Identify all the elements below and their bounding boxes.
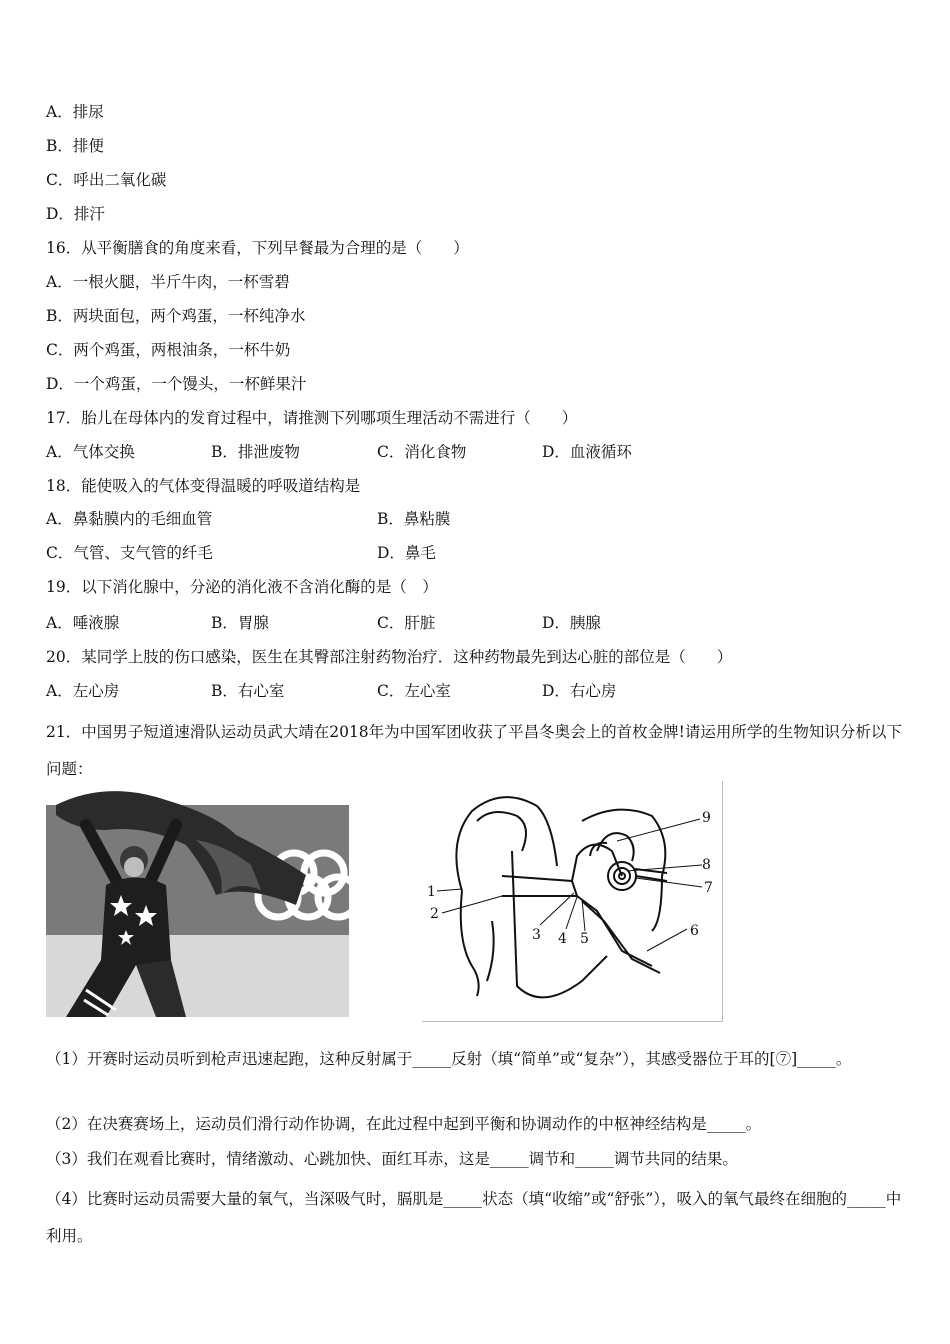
q16-stem: 16．从平衡膳食的角度来看，下列早餐最为合理的是（ ）: [46, 239, 469, 257]
q19-option-c: C．肝脏: [377, 614, 436, 632]
q19-option-b: B．胃腺: [211, 614, 269, 632]
ear-label-3: 3: [532, 927, 541, 943]
q19-stem: 19．以下消化腺中，分泌的消化液不含消化酶的是（ ）: [46, 578, 438, 596]
ear-label-1: 1: [427, 884, 436, 900]
ear-label-8: 8: [702, 857, 711, 873]
ear-label-9: 9: [702, 810, 711, 826]
q19-option-a: A．唾液腺: [46, 614, 120, 632]
q21-sub2: （2）在决赛赛场上，运动员们滑行动作协调，在此过程中起到平衡和协调动作的中枢神经结构是_____。: [46, 1115, 762, 1133]
q18-option-d: D．鼻毛: [377, 544, 436, 562]
q20-option-d: D．右心房: [542, 682, 617, 700]
q16-option-b: B．两块面包，两个鸡蛋，一杯纯净水: [46, 307, 306, 325]
q15-option-d: D．排汗: [46, 205, 105, 223]
q18-option-b: B．鼻粘膜: [377, 510, 451, 528]
ear-diagram: [422, 781, 723, 1022]
q18-option-a: A．鼻黏膜内的毛细血管: [46, 510, 213, 528]
q18-options-row2: [46, 542, 906, 564]
q20-stem: 20．某同学上肢的伤口感染，医生在其臀部注射药物治疗．这种药物最先到达心脏的部位是（ ）: [46, 648, 733, 666]
q16-option-a: A．一根火腿，半斤牛肉，一杯雪碧: [46, 273, 290, 291]
q18-stem: 18．能使吸入的气体变得温暖的呼吸道结构是: [46, 477, 361, 495]
q20-options: [46, 680, 906, 702]
q21-stem: 21．中国男子短道速滑队运动员武大靖在2018年为中国军团收获了平昌冬奥会上的首枚金牌!请运用所学的生物知识分析以下问题：: [46, 723, 902, 778]
q15-option-a: A．排尿: [46, 103, 104, 121]
q20-option-b: B．右心室: [211, 682, 285, 700]
skater-photo-illustration: [46, 785, 349, 1017]
ear-label-5: 5: [580, 931, 589, 947]
ear-label-4: 4: [558, 931, 567, 947]
q17-stem: 17．胎儿在母体内的发育过程中，请推测下列哪项生理活动不需进行（ ）: [46, 409, 578, 427]
q17-option-c: C．消化食物: [377, 443, 467, 461]
q20-option-a: A．左心房: [46, 682, 120, 700]
q17-option-a: A．气体交换: [46, 443, 135, 461]
ear-label-2: 2: [430, 906, 439, 922]
q16-option-c: C．两个鸡蛋，两根油条，一杯牛奶: [46, 341, 291, 359]
q17-options: [46, 441, 906, 463]
q18-options-row1: [46, 508, 906, 530]
q19-options: [46, 612, 906, 634]
ear-label-6: 6: [690, 923, 699, 939]
q21-sub1: （1）开赛时运动员听到枪声迅速起跑，这种反射属于_____反射（填“简单”或“复杂”），其感受器位于耳的[⑦]_____。: [46, 1050, 852, 1068]
q18-option-c: C．气管、支气管的纤毛: [46, 544, 213, 562]
q17-option-b: B．排泄废物: [211, 443, 300, 461]
q19-option-d: D．胰腺: [542, 614, 601, 632]
q21-sub3: （3）我们在观看比赛时，情绪激动、心跳加快、面红耳赤，这是_____调节和_____调节共同的结果。: [46, 1150, 738, 1168]
q20-option-c: C．左心室: [377, 682, 451, 700]
q15-option-b: B．排便: [46, 137, 104, 155]
q17-option-d: D．血液循环: [542, 443, 632, 461]
q15-option-c: C．呼出二氧化碳: [46, 171, 167, 189]
ear-diagram-illustration: [422, 781, 722, 1021]
ear-label-7: 7: [704, 880, 713, 896]
q21-sub4: （4）比赛时运动员需要大量的氧气，当深吸气时，膈肌是_____状态（填“收缩”或“舒张”），吸入的氧气最终在细胞的_____中利用。: [46, 1190, 902, 1245]
q16-option-d: D．一个鸡蛋，一个馒头，一杯鲜果汁: [46, 375, 307, 393]
skater-photo: [46, 785, 349, 1017]
